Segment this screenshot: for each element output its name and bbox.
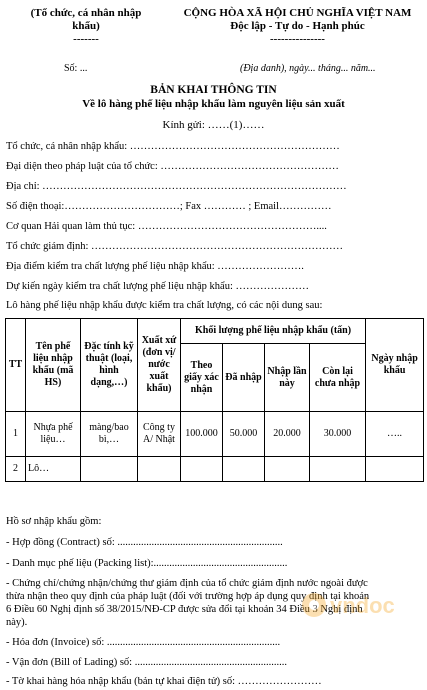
- field-importer: Tổ chức, cá nhân nhập khẩu: ……………………………………………………: [6, 141, 340, 152]
- table-row: [6, 457, 424, 482]
- row1-remain: 30.000: [310, 412, 366, 457]
- document-title: BẢN KHAI THÔNG TIN: [150, 84, 277, 96]
- row1-spec: màng/bao bì,…: [81, 412, 138, 457]
- row2-name: Lô…: [26, 457, 81, 482]
- row2-imported: [223, 457, 265, 482]
- goods-table: [5, 318, 424, 482]
- addressee: Kính gửi: ……(1)……: [162, 119, 265, 131]
- col-origin: Xuất xứ (đơn vị/ nước xuất khẩu): [138, 319, 181, 412]
- dossier-cert-2: thừa nhận theo quy định của pháp luật (đối với trường hợp áp dụng quy định tại khoản: [6, 591, 370, 602]
- col-tt: TT: [6, 319, 26, 412]
- organization-header: [6, 7, 166, 46]
- col-volume: Khối lượng phế liệu nhập khẩu (tấn): [181, 319, 366, 344]
- row2-tt: 2: [6, 457, 26, 482]
- nation-dashes: ---------------: [270, 33, 325, 45]
- row1-imported: 50.000: [223, 412, 265, 457]
- org-line-2: khẩu): [72, 20, 100, 32]
- field-legal-rep: Đại diện theo pháp luật của tổ chức: ……………………………………………: [6, 161, 339, 172]
- field-table-intro: Lô hàng phế liệu nhập khẩu được kiểm tra chất lượng, có các nội dung sau:: [6, 300, 323, 311]
- watermark-text: vndoc: [330, 593, 395, 618]
- nation-title: CỘNG HÒA XÃ HỘI CHỦ NGHĨA VIỆT NAM: [183, 7, 412, 19]
- org-line-1: (Tổ chức, cá nhân nhập: [30, 7, 142, 19]
- col-this: Nhập lần này: [265, 344, 310, 412]
- row2-permit: [181, 457, 223, 482]
- nation-header: [170, 7, 425, 46]
- table-header-row: [6, 319, 424, 344]
- row1-date: …..: [366, 412, 424, 457]
- dossier-heading: Hồ sơ nhập khẩu gồm:: [6, 516, 102, 527]
- row1-tt: 1: [6, 412, 26, 457]
- dossier-declaration: - Tờ khai hàng hóa nhập khẩu (bản tự khai điện tử) số: ……………………: [6, 676, 322, 687]
- field-inspection-place: Địa điểm kiểm tra chất lượng phế liệu nhập khẩu: …………………….: [6, 261, 304, 272]
- row1-origin: Công ty A/ Nhật: [138, 412, 181, 457]
- row2-this: [265, 457, 310, 482]
- col-spec: Đặc tính kỹ thuật (loại, hình dạng,…): [81, 319, 138, 412]
- col-permit: Theo giấy xác nhận: [181, 344, 223, 412]
- row2-origin: [138, 457, 181, 482]
- document-number: Số: ...: [64, 63, 88, 74]
- dossier-packing: - Danh mục phế liệu (Packing list):...................................................: [6, 558, 288, 569]
- row1-this: 20.000: [265, 412, 310, 457]
- dossier-cert-1: - Chứng chỉ/chứng nhận/chứng thư giám định của tổ chức giám định nước ngoài được: [6, 578, 368, 589]
- col-remain: Còn lại chưa nhập: [310, 344, 366, 412]
- watermark-logo: [300, 585, 395, 625]
- field-inspection-date: Dự kiến ngày kiểm tra chất lượng phế liệu nhập khẩu: …………………: [6, 281, 309, 292]
- table-row: [6, 412, 424, 457]
- row2-remain: [310, 457, 366, 482]
- dossier-contract: - Hợp đồng (Contract) số: ...............................................................: [6, 537, 283, 548]
- document-subtitle: Về lô hàng phế liệu nhập khẩu làm nguyên liệu sản xuất: [82, 98, 345, 110]
- dossier-cert-3: 6 Điều 60 Nghị định số 38/2015/NĐ-CP được sửa đổi tại khoản 34 Điều 3 Nghị định: [6, 604, 363, 615]
- row2-date: [366, 457, 424, 482]
- row1-name: Nhựa phế liệu…: [26, 412, 81, 457]
- field-address: Địa chỉ: ……………………………………………………………………………: [6, 181, 347, 192]
- dossier-invoice: - Hóa đơn (Invoice) số: ..................................................................: [6, 637, 281, 648]
- field-customs: Cơ quan Hải quan làm thủ tục: ……………………………………………....: [6, 221, 327, 232]
- row1-permit: 100.000: [181, 412, 223, 457]
- col-name: Tên phế liệu nhập khẩu (mã HS): [26, 319, 81, 412]
- dossier-cert-4: này).: [6, 617, 28, 628]
- dossier-bol: - Vận đơn (Bill of Lading) số: ..........................................................: [6, 657, 287, 668]
- field-inspector: Tổ chức giám định: ………………………………………………………………: [6, 241, 344, 252]
- row2-spec: [81, 457, 138, 482]
- col-imported: Đã nhập: [223, 344, 265, 412]
- nation-motto: Độc lập - Tự do - Hạnh phúc: [230, 20, 365, 32]
- org-dashes: -------: [73, 33, 99, 45]
- place-date: (Địa danh), ngày... tháng... năm...: [240, 63, 376, 74]
- field-contact: Số điện thoại:……………………………; Fax ………… ; Email……………: [6, 201, 332, 212]
- col-date: Ngày nhập khẩu: [366, 319, 424, 412]
